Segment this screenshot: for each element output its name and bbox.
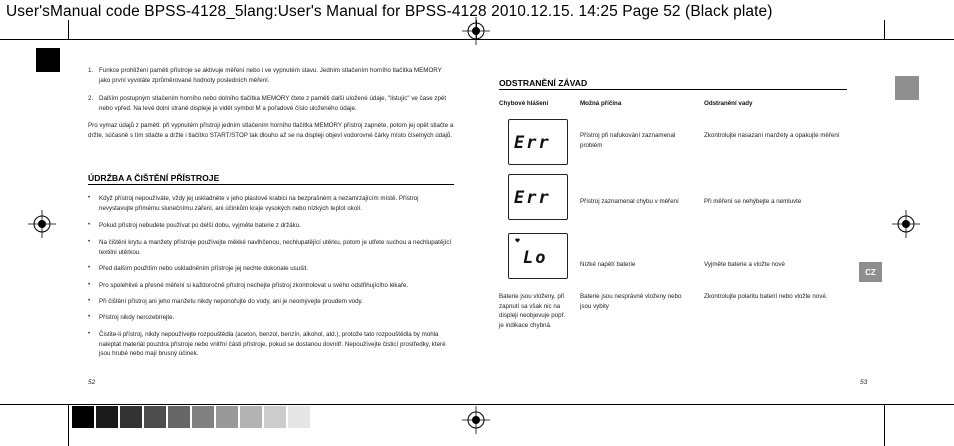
memory-item-num: 1. — [88, 67, 94, 74]
maintenance-item: Před dalším použitím nebo uskladněním přístroje jej nechte dokonale usušit. — [99, 265, 309, 272]
print-header: User'sManual code BPSS-4128_5lang:User's Manual for BPSS-4128 2010.12.15. 14:25 Page 52 (Black plate) — [6, 3, 773, 20]
crop-line-right — [884, 20, 885, 40]
color-swatch — [216, 406, 238, 428]
color-swatch — [168, 406, 190, 428]
registration-mark-icon — [892, 210, 920, 238]
heading-rule — [88, 184, 454, 185]
cause-text: Baterie jsou nesprávně vloženy nebo jsou vybity — [580, 293, 682, 310]
column-header-fix: Odstranění vady — [704, 100, 753, 107]
crop-line-bottom — [0, 404, 954, 405]
cause-text: Přístroj při nafukování zaznamenal problém — [580, 132, 676, 149]
registration-mark-icon — [28, 210, 56, 238]
black-tab — [36, 48, 60, 72]
fix-text: Vyjměte baterie a vložte nové — [704, 261, 785, 268]
color-swatch — [264, 406, 286, 428]
fix-text: Zkontrolujte polaritu baterií nebo vložte nové. — [704, 293, 828, 300]
gray-tab — [895, 76, 919, 100]
bullet-icon: • — [88, 195, 91, 201]
crop-line-left-bottom — [68, 404, 69, 446]
heart-icon — [515, 238, 520, 243]
color-swatch — [144, 406, 166, 428]
color-swatch — [288, 406, 310, 428]
crop-line-right-bottom — [884, 404, 885, 446]
maintenance-item: Čistite-li přístroj, nikdy nepoužívejte rozpouštědla (aceton, benzol, benzín, alkohol, atd.), protože tato rozpouštědla by mohla naleptat materiál pouzdra přístroje nebo vnitřní části přístroje, pokud se dostanou dovnitř. Nepoužívejte čisticí prostředky, které jsou hrubé nebo mají brusný účinek. — [99, 331, 446, 358]
cause-text: Přístroj zaznamenal chybu v měření — [580, 198, 679, 205]
memory-item-num: 2. — [88, 95, 94, 102]
memory-item-text: Dalším postupným stlačením horního nebo dolního tlačítka MEMORY čtete z paměti další uložené údaje, "listujíc" ve čase zpět nebo vpřed. Na levé dolní straně displeje je vidět symbol M a pořadové číslo uloženého údaje. — [99, 95, 447, 112]
lcd-display — [508, 233, 568, 279]
fix-text: Zkontrolujte nasazaní manžety a opakujte měření — [704, 132, 840, 139]
maintenance-heading: ÚDRŽBA A ČIŠTĚNÍ PŘÍSTROJE — [88, 173, 220, 183]
maintenance-item: Při čištění přístroj ani jeho manžetu nikdy neponořujte do vody, ani je neomývejte proudem vody. — [99, 298, 363, 305]
troubleshooting-heading: ODSTRANĚNÍ ZÁVAD — [499, 78, 588, 88]
maintenance-item: Přístroj nikdy nerozebírejte. — [99, 314, 175, 321]
bullet-icon: • — [88, 239, 91, 245]
maintenance-item: Pokud přístroj nebudete používat po delší dobu, vyjměte baterie z držáku. — [99, 222, 301, 229]
bullet-icon: • — [88, 314, 91, 320]
fix-text: Při měření se nehýbejte a nemluvte — [704, 198, 802, 205]
lcd-display-text: Lo — [523, 248, 548, 268]
color-calibration-bar — [72, 406, 310, 428]
language-tab: CZ — [859, 262, 882, 282]
registration-mark-icon — [462, 17, 490, 45]
lcd-display-text: Err — [514, 188, 551, 208]
lcd-display — [508, 119, 568, 165]
column-header-cause: Možná příčina — [580, 100, 622, 107]
column-header-message: Chybové hlášení — [499, 100, 549, 107]
color-swatch — [120, 406, 142, 428]
maintenance-item: Pro spolehlivé a přesné měření si každoročně přístroj nechejte přístroj zkontrolovat u svého odstřihujícího lékaře. — [99, 282, 409, 289]
maintenance-item: Na čištění krytu a manžety přístroje používejte měkké navlhčenou, nechlupatějící utěrku, potom je utřete suchou a nechlupatějící textilní utěrkou. — [99, 239, 452, 256]
heading-rule — [499, 89, 847, 90]
bullet-icon: • — [88, 222, 91, 228]
lcd-display-text: Err — [514, 133, 551, 153]
message-text: Baterie jsou vloženy, při zapnutí sa však nic na displeji neobjevuje popř. je indikace chybná. — [499, 293, 566, 329]
maintenance-item: Když přístroj nepoužíváte, vždy jej uskladněte v jeho plastové krabici na bezprašném a nezamrzajícím místě. Přístroj nevystavujte přímému slunečnímu záření, ani účinkům kraje vysokých nebo nízkých teplot okolí. — [99, 195, 419, 212]
delete-memory-note: Pro vymaz údajů z paměti: při vypnutém přístroji jedním stlačením horního tlačítka MEMORY přístroj zapněte, potom jej opět stlačte a držte, súčasně s tím stlačte a držte i tlačítko START/STOP tak dlouho až se na displeji objeví vodorovné čárky místo číselných údajů. — [88, 122, 454, 139]
cause-text: Nízké napětí baterie — [580, 261, 636, 268]
bullet-icon: • — [88, 265, 91, 271]
lcd-display — [508, 174, 568, 220]
bullet-icon: • — [88, 331, 91, 337]
page-number-right: 53 — [860, 379, 868, 386]
registration-mark-icon — [462, 406, 490, 434]
color-swatch — [192, 406, 214, 428]
color-swatch — [240, 406, 262, 428]
bullet-icon: • — [88, 282, 91, 288]
page-number-left: 52 — [88, 379, 96, 386]
crop-line-left — [68, 20, 69, 40]
color-swatch — [72, 406, 94, 428]
color-swatch — [96, 406, 118, 428]
memory-item-text: Funkce prohlížení paměti přístroje se aktivuje měření nebo i ve vypnutém stavu. Jedním stlačením horního tlačítka MEMORY jako první vyvoláte zprůměrované hodnoty posledních měření. — [99, 67, 442, 84]
bullet-icon: • — [88, 298, 91, 304]
